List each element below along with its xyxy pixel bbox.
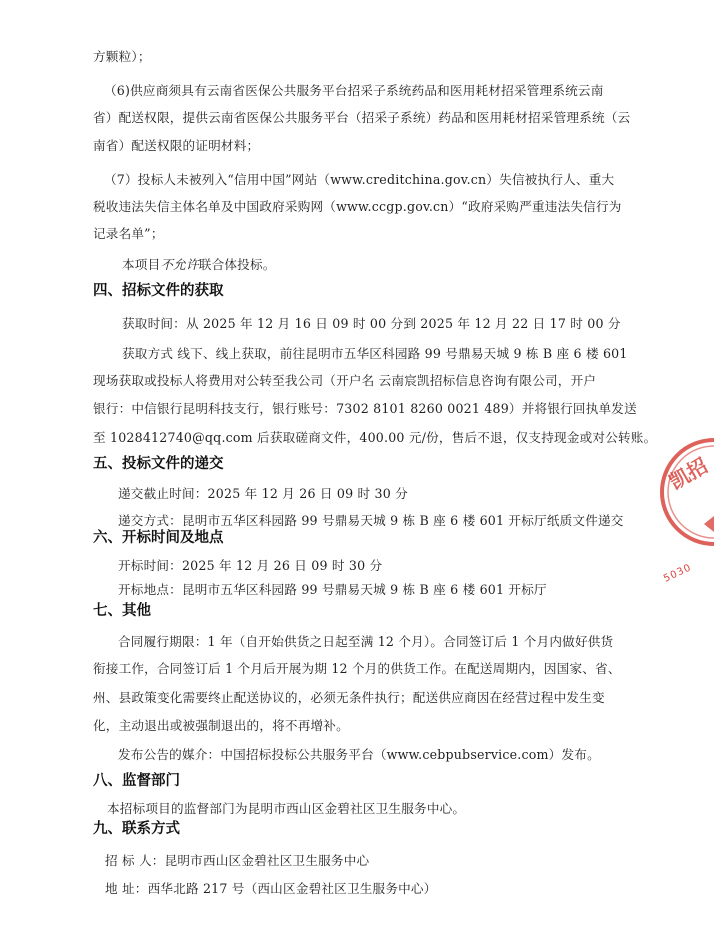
text-line: 至 1028412740@qq.com 后获取磋商文件，400.00 元/份，售后不退，仅支持现金或对公转账。 xyxy=(93,430,657,445)
heading-section-6: 六、开标时间及地点 xyxy=(93,530,224,546)
text-line: 衔接工作，合同签订后 1 个月后开展为期 12 个月的供货工作。在配送周期内，因国家、省、 xyxy=(93,661,621,676)
text-line: （7）投标人未被列入“信用中国”网站（www.creditchina.gov.cn）失信被执行人、重大 xyxy=(104,172,615,187)
heading-section-4: 四、招标文件的获取 xyxy=(93,283,224,299)
text-line: 合同履行期限：1 年（自开始供货之日起至满 12 个月）。合同签订后 1 个月内做好供货 xyxy=(118,634,614,649)
text-line: 本招标项目的监督部门为昆明市西山区金碧社区卫生服务中心。 xyxy=(107,801,466,816)
text-line: 地 址：西华北路 217 号（西山区金碧社区卫生服务中心） xyxy=(105,881,437,896)
text-line: 开标时间：2025 年 12 月 26 日 09 时 30 分 xyxy=(118,558,383,573)
text-line: 发布公告的媒介：中国招标投标公共服务平台（www.cebpubservice.com）发布。 xyxy=(118,747,600,762)
text-segment: 本项目 xyxy=(122,257,161,272)
text-segment-italic: 不允许 xyxy=(160,257,199,272)
seal-number-text: 5030 xyxy=(661,562,693,585)
text-line: 方颗粒）； xyxy=(93,49,151,64)
text-segment: 联合体投标。 xyxy=(198,257,276,272)
text-line: 递交截止时间：2025 年 12 月 26 日 09 时 30 分 xyxy=(118,486,408,501)
text-line-consortium xyxy=(122,257,276,273)
text-line: 州、县政策变化需要终止配送协议的，必须无条件执行；配送供应商因在经营过程中发生变 xyxy=(93,690,605,705)
text-line: 招 标 人：昆明市西山区金碧社区卫生服务中心 xyxy=(105,853,370,868)
text-line: （6)供应商须具有云南省医保公共服务平台招采子系统药品和医用耗材招采管理系统云南 xyxy=(104,83,604,98)
heading-section-5: 五、投标文件的递交 xyxy=(93,456,224,472)
text-line: 化，主动退出或被强制退出的，将不再增补。 xyxy=(93,718,349,733)
text-line: 省）配送权限，提供云南省医保公共服务平台（招采子系统）药品和医用耗材招采管理系统（云 xyxy=(93,110,631,125)
text-line: 递交方式：昆明市五华区科园路 99 号鼎易天城 9 栋 B 座 6 楼 601 开标厅纸质文件递交 xyxy=(118,513,624,528)
text-line: 南省）配送权限的证明材料； xyxy=(93,138,260,153)
heading-section-9: 九、联系方式 xyxy=(93,821,180,837)
heading-section-8: 八、监督部门 xyxy=(93,773,180,789)
heading-section-7: 七、其他 xyxy=(93,603,151,619)
text-line: 开标地点：昆明市五华区科园路 99 号鼎易天城 9 栋 B 座 6 楼 601 开标厅 xyxy=(118,582,547,597)
text-line: 银行：中信银行昆明科技支行，银行账号：7302 8101 8260 0021 489）并将银行回执单发送 xyxy=(93,401,637,416)
svg-text:凯招: 凯招 xyxy=(665,453,712,495)
text-line: 获取方式 线下、线上获取，前往昆明市五华区科园路 99 号鼎易天城 9 栋 B 座 6 楼 601 xyxy=(122,346,628,361)
text-line: 记录名单”； xyxy=(93,226,164,241)
text-line: 现场获取或投标人将费用对公转至我公司（开户名 云南宸凯招标信息咨询有限公司，开户 xyxy=(93,373,597,388)
text-line: 税收违法失信主体名单及中国政府采购网（www.ccgp.gov.cn）“政府采购严重违法失信行为 xyxy=(93,199,622,214)
text-line: 获取时间：从 2025 年 12 月 16 日 09 时 00 分到 2025 年 12 月 22 日 17 时 00 分 xyxy=(122,316,621,331)
